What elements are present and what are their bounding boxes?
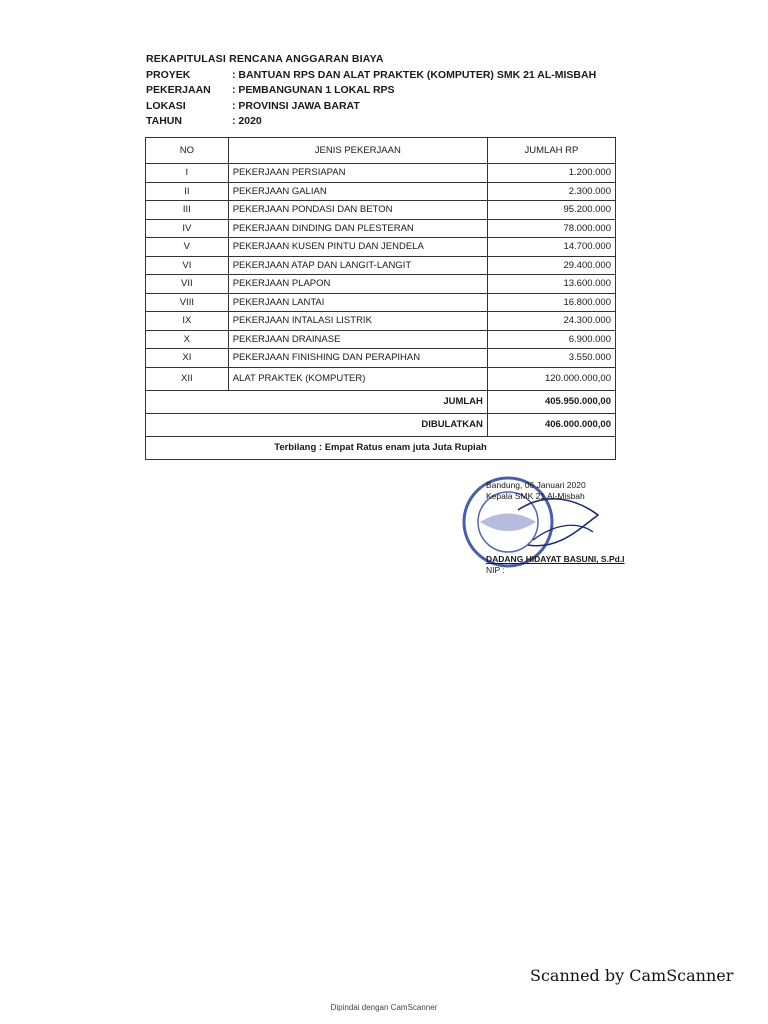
table-row (146, 312, 616, 331)
words-label: Terbilang : (274, 442, 323, 453)
row-amount: 16.800.000 (487, 293, 615, 312)
row-amount: 120.000.000,00 (487, 367, 615, 390)
table-row (146, 164, 616, 183)
field-value: : PROVINSI JAWA BARAT (232, 99, 360, 112)
row-number: III (146, 201, 229, 220)
table-row (146, 349, 616, 368)
amount-in-words-row (146, 436, 616, 459)
row-job: PEKERJAAN DRAINASE (228, 330, 487, 349)
signature-block (486, 480, 625, 576)
table-row (146, 293, 616, 312)
field-tahun (146, 114, 596, 130)
row-number: VII (146, 275, 229, 294)
signer-name: DADANG HIDAYAT BASUNI, S.Pd.I (486, 554, 625, 564)
document-title: REKAPITULASI RENCANA ANGGARAN BIAYA (146, 53, 384, 65)
row-number: I (146, 164, 229, 183)
row-number: XII (146, 367, 229, 390)
row-amount: 2.300.000 (487, 182, 615, 201)
field-value: : BANTUAN RPS DAN ALAT PRAKTEK (KOMPUTER) SMK 21 AL-MISBAH (232, 68, 597, 81)
amount-in-words (146, 436, 616, 459)
rounded-row (146, 413, 616, 436)
field-label: PEKERJAAN (146, 84, 211, 96)
row-job: PEKERJAAN PERSIAPAN (228, 164, 487, 183)
row-number: IX (146, 312, 229, 331)
table-row (146, 367, 616, 390)
row-number: II (146, 182, 229, 201)
row-amount: 95.200.000 (487, 201, 615, 220)
table-row (146, 275, 616, 294)
total-row (146, 390, 616, 413)
field-value: : PEMBANGUNAN 1 LOKAL RPS (232, 84, 395, 96)
words-value: Empat Ratus enam juta Juta Rupiah (324, 442, 487, 453)
row-amount: 3.550.000 (487, 349, 615, 368)
scanner-watermark: Scanned by CamScanner (530, 966, 734, 985)
total-value: 405.950.000,00 (487, 390, 615, 413)
row-amount: 78.000.000 (487, 219, 615, 238)
row-number: IV (146, 219, 229, 238)
row-job: ALAT PRAKTEK (KOMPUTER) (228, 367, 487, 390)
row-number: XI (146, 349, 229, 368)
row-job: PEKERJAAN GALIAN (228, 182, 487, 201)
table-row (146, 330, 616, 349)
row-job: PEKERJAAN LANTAI (228, 293, 487, 312)
rounded-value: 406.000.000,00 (487, 413, 615, 436)
row-job: PEKERJAAN ATAP DAN LANGIT-LANGIT (228, 256, 487, 275)
place-date: Bandung, 06 Januari 2020 (486, 480, 586, 490)
row-number: X (146, 330, 229, 349)
row-job: PEKERJAAN DINDING DAN PLESTERAN (228, 219, 487, 238)
row-number: VIII (146, 293, 229, 312)
column-header-amount: JUMLAH RP (487, 138, 615, 164)
row-job: PEKERJAAN PONDASI DAN BETON (228, 201, 487, 220)
row-job: PEKERJAAN INTALASI LISTRIK (228, 312, 487, 331)
budget-table (145, 137, 616, 460)
signer-nip: NIP : (486, 565, 505, 575)
column-header-no: NO (146, 138, 229, 164)
row-amount: 6.900.000 (487, 330, 615, 349)
field-pekerjaan (146, 83, 596, 99)
scan-note: Dipindai dengan CamScanner (330, 1003, 438, 1012)
row-amount: 29.400.000 (487, 256, 615, 275)
field-label: PROYEK (146, 68, 191, 81)
row-amount: 1.200.000 (487, 164, 615, 183)
row-number: VI (146, 256, 229, 275)
table-row (146, 256, 616, 275)
total-label: JUMLAH (146, 390, 488, 413)
signer-position: Kepala SMK 21 Al-Misbah (486, 491, 585, 501)
column-header-job: JENIS PEKERJAAN (228, 138, 487, 164)
field-proyek (146, 68, 596, 84)
document-header (146, 52, 596, 130)
table-header-row (146, 138, 616, 164)
row-job: PEKERJAAN FINISHING DAN PERAPIHAN (228, 349, 487, 368)
field-label: TAHUN (146, 115, 182, 127)
rounded-label: DIBULATKAN (146, 413, 488, 436)
field-value: : 2020 (232, 115, 262, 127)
row-job: PEKERJAAN KUSEN PINTU DAN JENDELA (228, 238, 487, 257)
table-row (146, 238, 616, 257)
row-amount: 14.700.000 (487, 238, 615, 257)
row-job: PEKERJAAN PLAPON (228, 275, 487, 294)
table-row (146, 219, 616, 238)
field-label: LOKASI (146, 99, 186, 112)
row-amount: 13.600.000 (487, 275, 615, 294)
table-row (146, 182, 616, 201)
row-amount: 24.300.000 (487, 312, 615, 331)
table-row (146, 201, 616, 220)
field-lokasi (146, 99, 596, 115)
row-number: V (146, 238, 229, 257)
